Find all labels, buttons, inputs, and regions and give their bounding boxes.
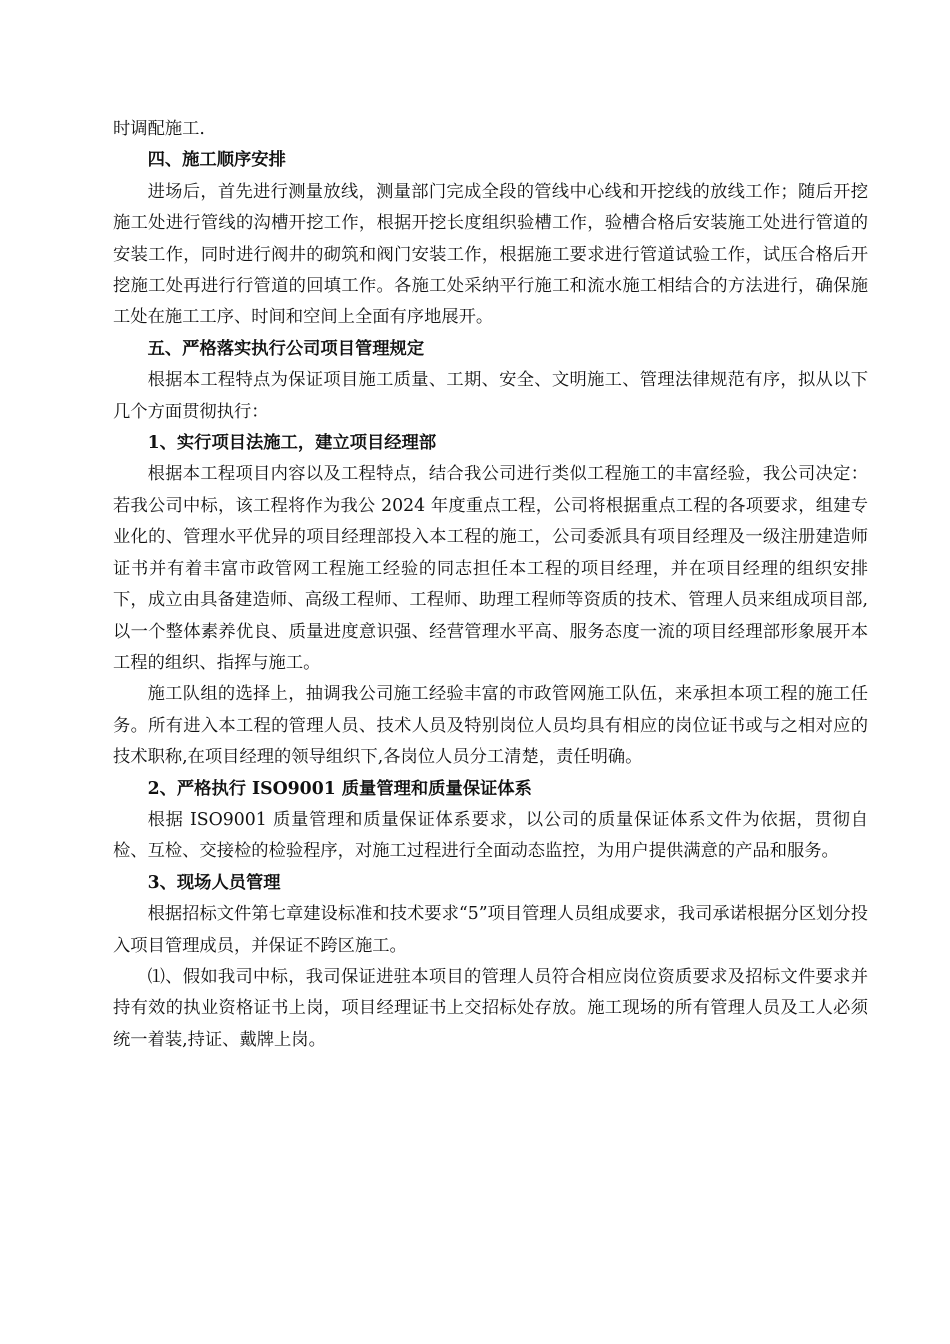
body-paragraph: 根据本工程项目内容以及工程特点，结合我公司进行类似工程施工的丰富经验，我公司决定：若我公司中标，该工程将作为我公 2024 年度重点工程，公司将根据重点工程的各项要求，组建专业化的、管理水平优异的项目经理部投入本工程的施工，公司委派具有项目经理及一级注册建造师证书并有着丰富市政管网工程施工经验的同志担任本工程的项目经理，并在项目经理的组织安排下，成立由具备建造师、高级工程师、工程师、助理工程师等资质的技术、管理人员来组成项目部,以一个整体素养优良、质量进度意识强、经营管理水平高、服务态度一流的项目经理部形象展开本工程的组织、指挥与施工。 — [113, 464, 868, 673]
subsection-heading: 2、严格执行 ISO9001 质量管理和质量保证体系 — [147, 778, 532, 799]
body-paragraph: 时调配施工. — [113, 119, 205, 139]
section-heading: 四、施工顺序安排 — [147, 150, 286, 171]
body-paragraph: 根据 ISO9001 质量管理和质量保证体系要求，以公司的质量保证体系文件为依据，贯彻自检、互检、交接检的检验程序，对施工过程进行全面动态监控，为用户提供满意的产品和服务。 — [113, 809, 868, 862]
body-paragraph: 根据招标文件第七章建设标准和技术要求“5”项目管理人员组成要求，我司承诺根据分区划分投入项目管理成员，并保证不跨区施工。 — [113, 904, 868, 956]
body-paragraph: 进场后，首先进行测量放线，测量部门完成全段的管线中心线和开挖线的放线工作；随后开挖施工处进行管线的沟槽开挖工作，根据开挖长度组织验槽工作，验槽合格后安装施工处进行管道的安装工作，同时进行阀井的砌筑和阀门安装工作，根据施工要求进行管道试验工作，试压合格后开挖施工处再进行行管道的回填工作。各施工处采纳平行施工和流水施工相结合的方法进行，确保施工处在施工工序、时间和空间上全面有序地展开。 — [113, 181, 868, 328]
section-heading: 五、严格落实执行公司项目管理规定 — [147, 338, 425, 359]
body-paragraph: ⑴、假如我司中标，我司保证进驻本项目的管理人员符合相应岗位资质要求及招标文件要求并持有效的执业资格证书上岗，项目经理证书上交招标处存放。施工现场的所有管理人员及工人必须统一着装,持证、戴牌上岗。 — [113, 966, 868, 1050]
subsection-heading: 3、现场人员管理 — [147, 872, 281, 893]
subsection-heading: 1、实行项目法施工，建立项目经理部 — [147, 433, 437, 454]
body-paragraph: 根据本工程特点为保证项目施工质量、工期、安全、文明施工、管理法律规范有序，拟从以下几个方面贯彻执行： — [113, 370, 868, 422]
body-paragraph: 施工队组的选择上，抽调我公司施工经验丰富的市政管网施工队伍，来承担本项工程的施工任务。所有进入本工程的管理人员、技术人员及特别岗位人员均具有相应的岗位证书或与之相对应的技术职称,在项目经理的领导组织下,各岗位人员分工清楚，责任明确。 — [113, 684, 868, 768]
document-body — [113, 114, 868, 1056]
